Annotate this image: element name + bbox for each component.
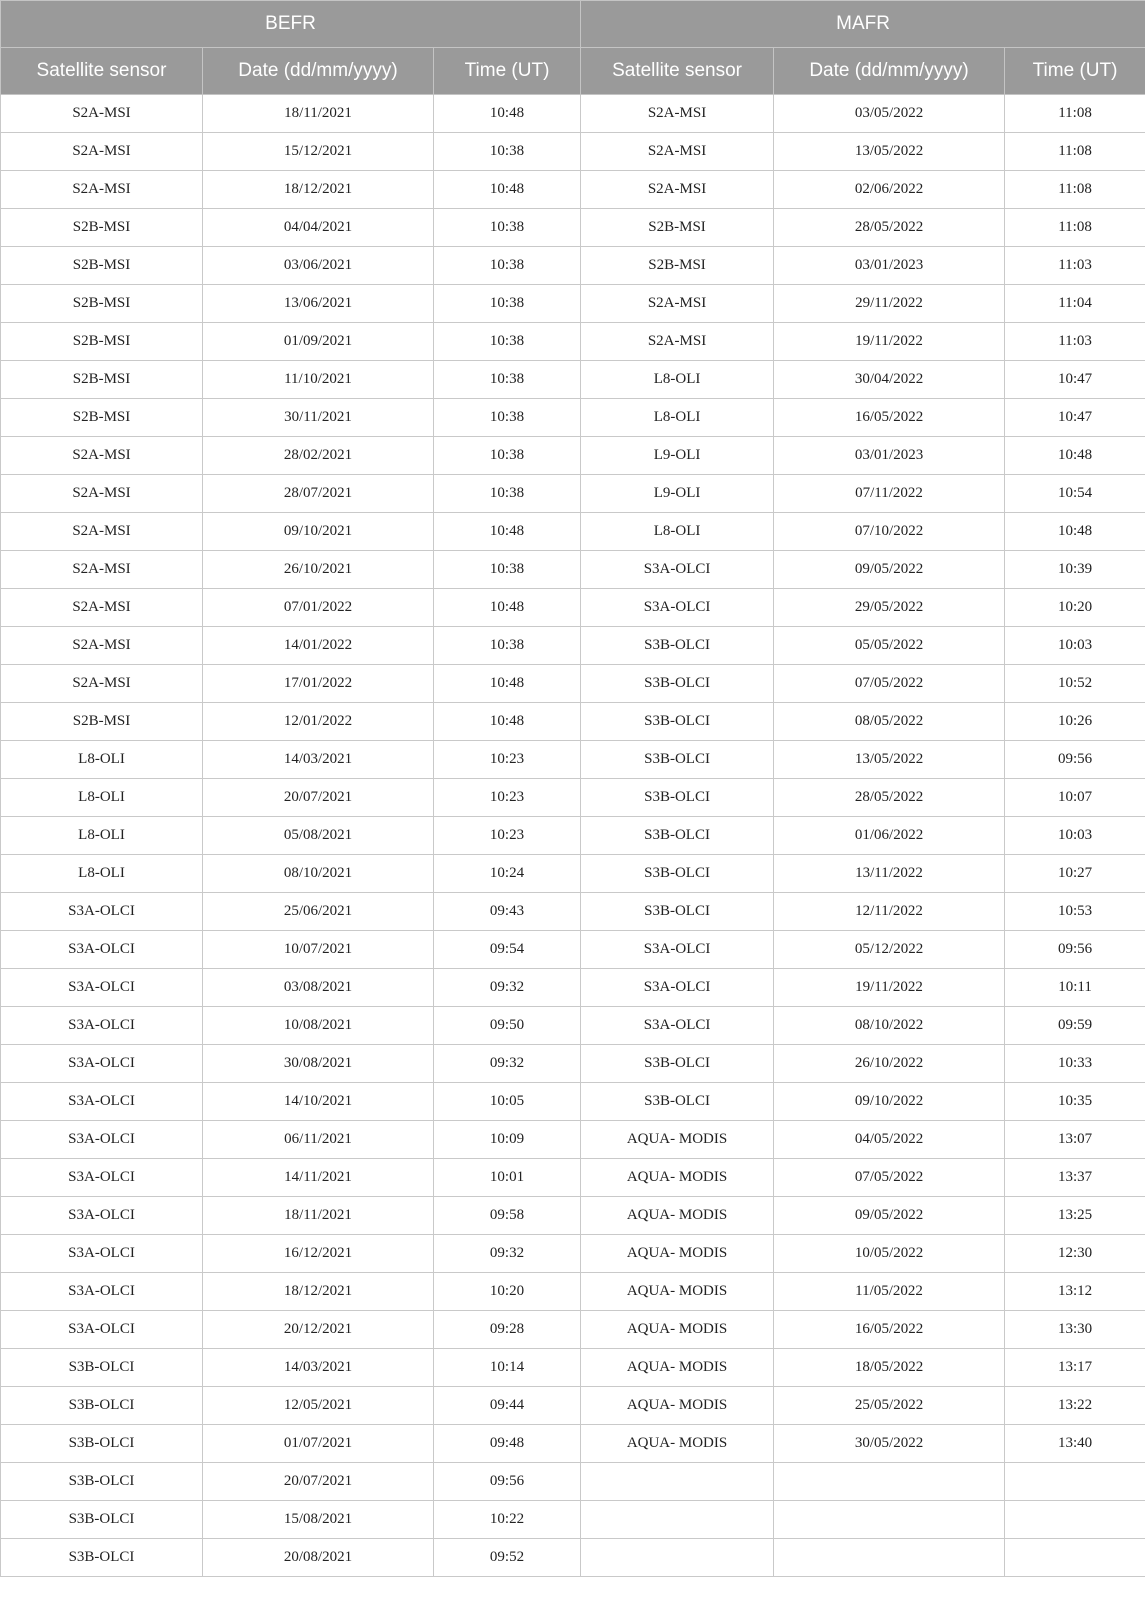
- cell-befr-sensor: S2B-MSI: [1, 209, 203, 247]
- cell-mafr-sensor: [581, 1463, 774, 1501]
- cell-befr-date: 10/07/2021: [203, 931, 434, 969]
- cell-befr-sensor: S3A-OLCI: [1, 1045, 203, 1083]
- cell-befr-sensor: S3A-OLCI: [1, 1007, 203, 1045]
- cell-mafr-sensor: S2A-MSI: [581, 133, 774, 171]
- table-row: [1, 513, 1145, 551]
- table-row: [1, 1349, 1145, 1387]
- cell-befr-time: 10:14: [434, 1349, 581, 1387]
- cell-mafr-time: 10:27: [1005, 855, 1145, 893]
- cell-mafr-date: 28/05/2022: [774, 779, 1005, 817]
- cell-mafr-sensor: AQUA- MODIS: [581, 1349, 774, 1387]
- cell-mafr-time: 09:56: [1005, 741, 1145, 779]
- cell-mafr-date: 13/05/2022: [774, 741, 1005, 779]
- cell-befr-date: 12/01/2022: [203, 703, 434, 741]
- cell-befr-date: 28/07/2021: [203, 475, 434, 513]
- cell-befr-time: 10:38: [434, 551, 581, 589]
- cell-mafr-time: [1005, 1539, 1145, 1577]
- cell-befr-sensor: S3B-OLCI: [1, 1539, 203, 1577]
- cell-befr-date: 18/12/2021: [203, 171, 434, 209]
- cell-mafr-date: 16/05/2022: [774, 399, 1005, 437]
- cell-mafr-date: 10/05/2022: [774, 1235, 1005, 1273]
- table-row: [1, 779, 1145, 817]
- cell-mafr-sensor: S3B-OLCI: [581, 1083, 774, 1121]
- cell-befr-sensor: L8-OLI: [1, 779, 203, 817]
- cell-befr-date: 18/11/2021: [203, 1197, 434, 1235]
- cell-befr-sensor: S3A-OLCI: [1, 1311, 203, 1349]
- cell-mafr-date: [774, 1501, 1005, 1539]
- table-row: [1, 969, 1145, 1007]
- table-body: [1, 95, 1145, 1577]
- col-header-mafr-time: Time (UT): [1005, 48, 1145, 95]
- cell-befr-sensor: S2B-MSI: [1, 247, 203, 285]
- cell-befr-sensor: S3A-OLCI: [1, 893, 203, 931]
- table-row: [1, 589, 1145, 627]
- cell-mafr-date: 03/01/2023: [774, 437, 1005, 475]
- cell-befr-date: 14/11/2021: [203, 1159, 434, 1197]
- cell-mafr-date: 25/05/2022: [774, 1387, 1005, 1425]
- table-row: [1, 323, 1145, 361]
- cell-mafr-date: 03/05/2022: [774, 95, 1005, 133]
- cell-befr-sensor: L8-OLI: [1, 741, 203, 779]
- cell-mafr-time: 13:07: [1005, 1121, 1145, 1159]
- cell-mafr-date: 19/11/2022: [774, 969, 1005, 1007]
- cell-mafr-sensor: S3A-OLCI: [581, 551, 774, 589]
- cell-befr-sensor: S2B-MSI: [1, 703, 203, 741]
- cell-befr-date: 03/08/2021: [203, 969, 434, 1007]
- cell-mafr-sensor: S3B-OLCI: [581, 817, 774, 855]
- cell-mafr-sensor: AQUA- MODIS: [581, 1425, 774, 1463]
- cell-mafr-sensor: S2A-MSI: [581, 285, 774, 323]
- cell-mafr-time: 10:33: [1005, 1045, 1145, 1083]
- cell-befr-time: 10:38: [434, 209, 581, 247]
- cell-befr-time: 10:38: [434, 361, 581, 399]
- cell-mafr-sensor: S3B-OLCI: [581, 627, 774, 665]
- cell-befr-time: 10:38: [434, 437, 581, 475]
- cell-befr-sensor: S3B-OLCI: [1, 1349, 203, 1387]
- cell-mafr-sensor: AQUA- MODIS: [581, 1387, 774, 1425]
- cell-mafr-sensor: S2A-MSI: [581, 171, 774, 209]
- cell-befr-date: 08/10/2021: [203, 855, 434, 893]
- cell-befr-time: 10:01: [434, 1159, 581, 1197]
- cell-befr-time: 10:48: [434, 513, 581, 551]
- table-row: [1, 247, 1145, 285]
- cell-mafr-date: 13/11/2022: [774, 855, 1005, 893]
- cell-befr-date: 14/10/2021: [203, 1083, 434, 1121]
- cell-befr-date: 17/01/2022: [203, 665, 434, 703]
- cell-befr-time: 09:48: [434, 1425, 581, 1463]
- cell-befr-sensor: S2B-MSI: [1, 361, 203, 399]
- cell-mafr-time: 09:56: [1005, 931, 1145, 969]
- cell-befr-time: 10:38: [434, 475, 581, 513]
- cell-befr-time: 09:50: [434, 1007, 581, 1045]
- col-header-mafr-sensor: Satellite sensor: [581, 48, 774, 95]
- cell-befr-sensor: L8-OLI: [1, 855, 203, 893]
- cell-befr-date: 04/04/2021: [203, 209, 434, 247]
- cell-befr-time: 09:58: [434, 1197, 581, 1235]
- cell-befr-date: 13/06/2021: [203, 285, 434, 323]
- cell-befr-time: 10:48: [434, 703, 581, 741]
- cell-mafr-time: 10:03: [1005, 627, 1145, 665]
- cell-mafr-time: 09:59: [1005, 1007, 1145, 1045]
- cell-mafr-sensor: L8-OLI: [581, 513, 774, 551]
- table-row: [1, 1083, 1145, 1121]
- cell-mafr-date: 09/05/2022: [774, 551, 1005, 589]
- cell-mafr-sensor: S2A-MSI: [581, 95, 774, 133]
- cell-mafr-date: 29/05/2022: [774, 589, 1005, 627]
- cell-befr-sensor: S2A-MSI: [1, 665, 203, 703]
- group-header-row: [1, 1, 1145, 48]
- cell-befr-sensor: S2B-MSI: [1, 323, 203, 361]
- cell-mafr-time: 10:35: [1005, 1083, 1145, 1121]
- cell-mafr-time: 13:12: [1005, 1273, 1145, 1311]
- cell-mafr-time: [1005, 1501, 1145, 1539]
- cell-befr-time: 10:09: [434, 1121, 581, 1159]
- cell-mafr-time: 11:08: [1005, 95, 1145, 133]
- cell-mafr-sensor: S3B-OLCI: [581, 741, 774, 779]
- cell-befr-time: 10:22: [434, 1501, 581, 1539]
- table-row: [1, 437, 1145, 475]
- table-row: [1, 665, 1145, 703]
- cell-befr-date: 20/08/2021: [203, 1539, 434, 1577]
- cell-mafr-date: 30/05/2022: [774, 1425, 1005, 1463]
- cell-befr-time: 10:24: [434, 855, 581, 893]
- cell-befr-sensor: S2A-MSI: [1, 171, 203, 209]
- cell-mafr-sensor: [581, 1539, 774, 1577]
- cell-mafr-date: 09/10/2022: [774, 1083, 1005, 1121]
- table-row: [1, 931, 1145, 969]
- cell-mafr-time: 10:48: [1005, 437, 1145, 475]
- cell-mafr-time: 10:03: [1005, 817, 1145, 855]
- cell-befr-sensor: S3A-OLCI: [1, 969, 203, 1007]
- cell-befr-date: 20/07/2021: [203, 1463, 434, 1501]
- table-row: [1, 1235, 1145, 1273]
- cell-befr-sensor: S3A-OLCI: [1, 1235, 203, 1273]
- cell-befr-time: 10:48: [434, 171, 581, 209]
- table-row: [1, 475, 1145, 513]
- cell-mafr-date: 11/05/2022: [774, 1273, 1005, 1311]
- cell-mafr-time: 10:47: [1005, 361, 1145, 399]
- cell-befr-sensor: S2A-MSI: [1, 133, 203, 171]
- table-row: [1, 741, 1145, 779]
- cell-befr-date: 03/06/2021: [203, 247, 434, 285]
- cell-befr-sensor: S3A-OLCI: [1, 1273, 203, 1311]
- cell-befr-date: 11/10/2021: [203, 361, 434, 399]
- cell-befr-time: 09:32: [434, 1235, 581, 1273]
- cell-mafr-sensor: S3A-OLCI: [581, 1007, 774, 1045]
- table-row: [1, 95, 1145, 133]
- cell-mafr-date: [774, 1539, 1005, 1577]
- cell-befr-time: 10:38: [434, 247, 581, 285]
- cell-befr-sensor: S2A-MSI: [1, 513, 203, 551]
- group-header-mafr: MAFR: [581, 1, 1145, 48]
- cell-befr-time: 09:32: [434, 1045, 581, 1083]
- cell-mafr-sensor: S3B-OLCI: [581, 665, 774, 703]
- cell-mafr-date: 13/05/2022: [774, 133, 1005, 171]
- table-row: [1, 1387, 1145, 1425]
- cell-mafr-sensor: AQUA- MODIS: [581, 1121, 774, 1159]
- cell-befr-sensor: S3B-OLCI: [1, 1501, 203, 1539]
- cell-befr-sensor: S2A-MSI: [1, 475, 203, 513]
- cell-befr-time: 09:52: [434, 1539, 581, 1577]
- table-row: [1, 1539, 1145, 1577]
- table-row: [1, 1425, 1145, 1463]
- cell-mafr-sensor: S3B-OLCI: [581, 1045, 774, 1083]
- cell-mafr-date: 08/05/2022: [774, 703, 1005, 741]
- table-row: [1, 1121, 1145, 1159]
- cell-befr-date: 12/05/2021: [203, 1387, 434, 1425]
- cell-mafr-time: 10:53: [1005, 893, 1145, 931]
- cell-befr-sensor: S3A-OLCI: [1, 1083, 203, 1121]
- cell-befr-sensor: S2A-MSI: [1, 627, 203, 665]
- col-header-mafr-date: Date (dd/mm/yyyy): [774, 48, 1005, 95]
- cell-befr-date: 26/10/2021: [203, 551, 434, 589]
- table-row: [1, 1159, 1145, 1197]
- column-header-row: [1, 48, 1145, 95]
- cell-mafr-time: 11:03: [1005, 247, 1145, 285]
- cell-mafr-time: 11:03: [1005, 323, 1145, 361]
- cell-mafr-date: 02/06/2022: [774, 171, 1005, 209]
- cell-mafr-date: 07/05/2022: [774, 665, 1005, 703]
- cell-befr-time: 10:48: [434, 95, 581, 133]
- cell-befr-date: 30/08/2021: [203, 1045, 434, 1083]
- cell-mafr-time: 11:08: [1005, 209, 1145, 247]
- cell-mafr-time: 13:30: [1005, 1311, 1145, 1349]
- cell-mafr-sensor: S3A-OLCI: [581, 931, 774, 969]
- cell-befr-time: 10:48: [434, 589, 581, 627]
- table-row: [1, 1045, 1145, 1083]
- cell-mafr-time: 11:04: [1005, 285, 1145, 323]
- cell-mafr-sensor: AQUA- MODIS: [581, 1159, 774, 1197]
- cell-mafr-date: 12/11/2022: [774, 893, 1005, 931]
- table-row: [1, 361, 1145, 399]
- cell-befr-date: 09/10/2021: [203, 513, 434, 551]
- cell-mafr-sensor: L8-OLI: [581, 361, 774, 399]
- cell-befr-sensor: S2A-MSI: [1, 437, 203, 475]
- cell-mafr-sensor: S3B-OLCI: [581, 779, 774, 817]
- cell-mafr-time: 13:17: [1005, 1349, 1145, 1387]
- table-row: [1, 1311, 1145, 1349]
- cell-befr-time: 10:38: [434, 399, 581, 437]
- cell-mafr-sensor: S3A-OLCI: [581, 969, 774, 1007]
- cell-mafr-date: 07/10/2022: [774, 513, 1005, 551]
- cell-befr-time: 10:38: [434, 133, 581, 171]
- cell-mafr-sensor: AQUA- MODIS: [581, 1273, 774, 1311]
- table-row: [1, 285, 1145, 323]
- cell-mafr-sensor: AQUA- MODIS: [581, 1311, 774, 1349]
- cell-befr-time: 09:56: [434, 1463, 581, 1501]
- cell-mafr-date: [774, 1463, 1005, 1501]
- table-row: [1, 703, 1145, 741]
- cell-mafr-time: 13:37: [1005, 1159, 1145, 1197]
- cell-mafr-date: 07/11/2022: [774, 475, 1005, 513]
- cell-mafr-sensor: [581, 1501, 774, 1539]
- cell-befr-date: 15/12/2021: [203, 133, 434, 171]
- table-row: [1, 1463, 1145, 1501]
- group-header-befr: BEFR: [1, 1, 581, 48]
- cell-mafr-sensor: S3B-OLCI: [581, 703, 774, 741]
- table-row: [1, 209, 1145, 247]
- cell-befr-time: 10:23: [434, 741, 581, 779]
- table-row: [1, 1197, 1145, 1235]
- cell-befr-date: 30/11/2021: [203, 399, 434, 437]
- cell-befr-date: 05/08/2021: [203, 817, 434, 855]
- cell-befr-time: 10:05: [434, 1083, 581, 1121]
- cell-mafr-date: 19/11/2022: [774, 323, 1005, 361]
- cell-befr-time: 10:23: [434, 779, 581, 817]
- cell-mafr-sensor: S2B-MSI: [581, 247, 774, 285]
- cell-mafr-sensor: S3B-OLCI: [581, 893, 774, 931]
- cell-mafr-time: 10:11: [1005, 969, 1145, 1007]
- table-row: [1, 855, 1145, 893]
- cell-mafr-date: 18/05/2022: [774, 1349, 1005, 1387]
- cell-mafr-date: 28/05/2022: [774, 209, 1005, 247]
- cell-befr-date: 25/06/2021: [203, 893, 434, 931]
- cell-befr-date: 20/12/2021: [203, 1311, 434, 1349]
- cell-mafr-date: 26/10/2022: [774, 1045, 1005, 1083]
- table-row: [1, 627, 1145, 665]
- cell-befr-time: 10:38: [434, 323, 581, 361]
- table-row: [1, 399, 1145, 437]
- cell-mafr-date: 05/12/2022: [774, 931, 1005, 969]
- cell-mafr-sensor: S3A-OLCI: [581, 589, 774, 627]
- cell-mafr-time: 10:26: [1005, 703, 1145, 741]
- cell-mafr-sensor: S2B-MSI: [581, 209, 774, 247]
- table-row: [1, 893, 1145, 931]
- cell-befr-time: 10:38: [434, 285, 581, 323]
- table-row: [1, 133, 1145, 171]
- cell-befr-sensor: S3B-OLCI: [1, 1425, 203, 1463]
- cell-mafr-date: 05/05/2022: [774, 627, 1005, 665]
- cell-befr-time: 09:44: [434, 1387, 581, 1425]
- cell-mafr-time: 10:48: [1005, 513, 1145, 551]
- cell-mafr-time: 13:22: [1005, 1387, 1145, 1425]
- cell-befr-sensor: L8-OLI: [1, 817, 203, 855]
- cell-mafr-sensor: L9-OLI: [581, 475, 774, 513]
- cell-mafr-time: 13:40: [1005, 1425, 1145, 1463]
- cell-befr-sensor: S3A-OLCI: [1, 1121, 203, 1159]
- cell-befr-sensor: S2B-MSI: [1, 285, 203, 323]
- cell-befr-date: 01/09/2021: [203, 323, 434, 361]
- cell-befr-sensor: S3A-OLCI: [1, 1197, 203, 1235]
- col-header-befr-time: Time (UT): [434, 48, 581, 95]
- cell-befr-time: 09:32: [434, 969, 581, 1007]
- cell-befr-date: 06/11/2021: [203, 1121, 434, 1159]
- cell-mafr-time: 11:08: [1005, 133, 1145, 171]
- cell-mafr-time: 11:08: [1005, 171, 1145, 209]
- cell-mafr-date: 30/04/2022: [774, 361, 1005, 399]
- cell-befr-sensor: S3A-OLCI: [1, 1159, 203, 1197]
- cell-mafr-time: 10:52: [1005, 665, 1145, 703]
- cell-mafr-time: 10:39: [1005, 551, 1145, 589]
- cell-befr-date: 18/12/2021: [203, 1273, 434, 1311]
- cell-mafr-time: 13:25: [1005, 1197, 1145, 1235]
- cell-mafr-sensor: AQUA- MODIS: [581, 1197, 774, 1235]
- cell-mafr-date: 03/01/2023: [774, 247, 1005, 285]
- table-row: [1, 1273, 1145, 1311]
- cell-befr-date: 18/11/2021: [203, 95, 434, 133]
- table-row: [1, 551, 1145, 589]
- table-row: [1, 1007, 1145, 1045]
- cell-befr-date: 10/08/2021: [203, 1007, 434, 1045]
- cell-mafr-time: 10:54: [1005, 475, 1145, 513]
- cell-mafr-date: 07/05/2022: [774, 1159, 1005, 1197]
- cell-mafr-sensor: S3B-OLCI: [581, 855, 774, 893]
- cell-befr-sensor: S3A-OLCI: [1, 931, 203, 969]
- cell-befr-sensor: S2B-MSI: [1, 399, 203, 437]
- cell-mafr-time: [1005, 1463, 1145, 1501]
- table-row: [1, 171, 1145, 209]
- cell-befr-date: 20/07/2021: [203, 779, 434, 817]
- cell-mafr-date: 29/11/2022: [774, 285, 1005, 323]
- cell-befr-date: 01/07/2021: [203, 1425, 434, 1463]
- cell-befr-date: 15/08/2021: [203, 1501, 434, 1539]
- cell-befr-date: 07/01/2022: [203, 589, 434, 627]
- cell-mafr-date: 09/05/2022: [774, 1197, 1005, 1235]
- cell-befr-date: 14/03/2021: [203, 741, 434, 779]
- cell-befr-time: 10:48: [434, 665, 581, 703]
- cell-mafr-sensor: L9-OLI: [581, 437, 774, 475]
- cell-befr-time: 10:23: [434, 817, 581, 855]
- cell-mafr-time: 12:30: [1005, 1235, 1145, 1273]
- col-header-befr-date: Date (dd/mm/yyyy): [203, 48, 434, 95]
- cell-mafr-date: 01/06/2022: [774, 817, 1005, 855]
- cell-befr-time: 09:43: [434, 893, 581, 931]
- cell-befr-sensor: S2A-MSI: [1, 589, 203, 627]
- col-header-befr-sensor: Satellite sensor: [1, 48, 203, 95]
- cell-befr-time: 10:38: [434, 627, 581, 665]
- cell-mafr-date: 04/05/2022: [774, 1121, 1005, 1159]
- cell-befr-sensor: S2A-MSI: [1, 551, 203, 589]
- cell-befr-time: 09:28: [434, 1311, 581, 1349]
- cell-mafr-time: 10:47: [1005, 399, 1145, 437]
- cell-befr-time: 10:20: [434, 1273, 581, 1311]
- cell-befr-date: 16/12/2021: [203, 1235, 434, 1273]
- cell-befr-date: 14/01/2022: [203, 627, 434, 665]
- cell-mafr-date: 16/05/2022: [774, 1311, 1005, 1349]
- cell-mafr-time: 10:07: [1005, 779, 1145, 817]
- cell-befr-sensor: S3B-OLCI: [1, 1463, 203, 1501]
- table-row: [1, 1501, 1145, 1539]
- cell-mafr-sensor: L8-OLI: [581, 399, 774, 437]
- cell-befr-sensor: S3B-OLCI: [1, 1387, 203, 1425]
- cell-befr-date: 14/03/2021: [203, 1349, 434, 1387]
- cell-befr-time: 09:54: [434, 931, 581, 969]
- cell-mafr-date: 08/10/2022: [774, 1007, 1005, 1045]
- cell-mafr-sensor: S2A-MSI: [581, 323, 774, 361]
- table-row: [1, 817, 1145, 855]
- cell-befr-date: 28/02/2021: [203, 437, 434, 475]
- cell-mafr-sensor: AQUA- MODIS: [581, 1235, 774, 1273]
- cell-mafr-time: 10:20: [1005, 589, 1145, 627]
- cell-befr-sensor: S2A-MSI: [1, 95, 203, 133]
